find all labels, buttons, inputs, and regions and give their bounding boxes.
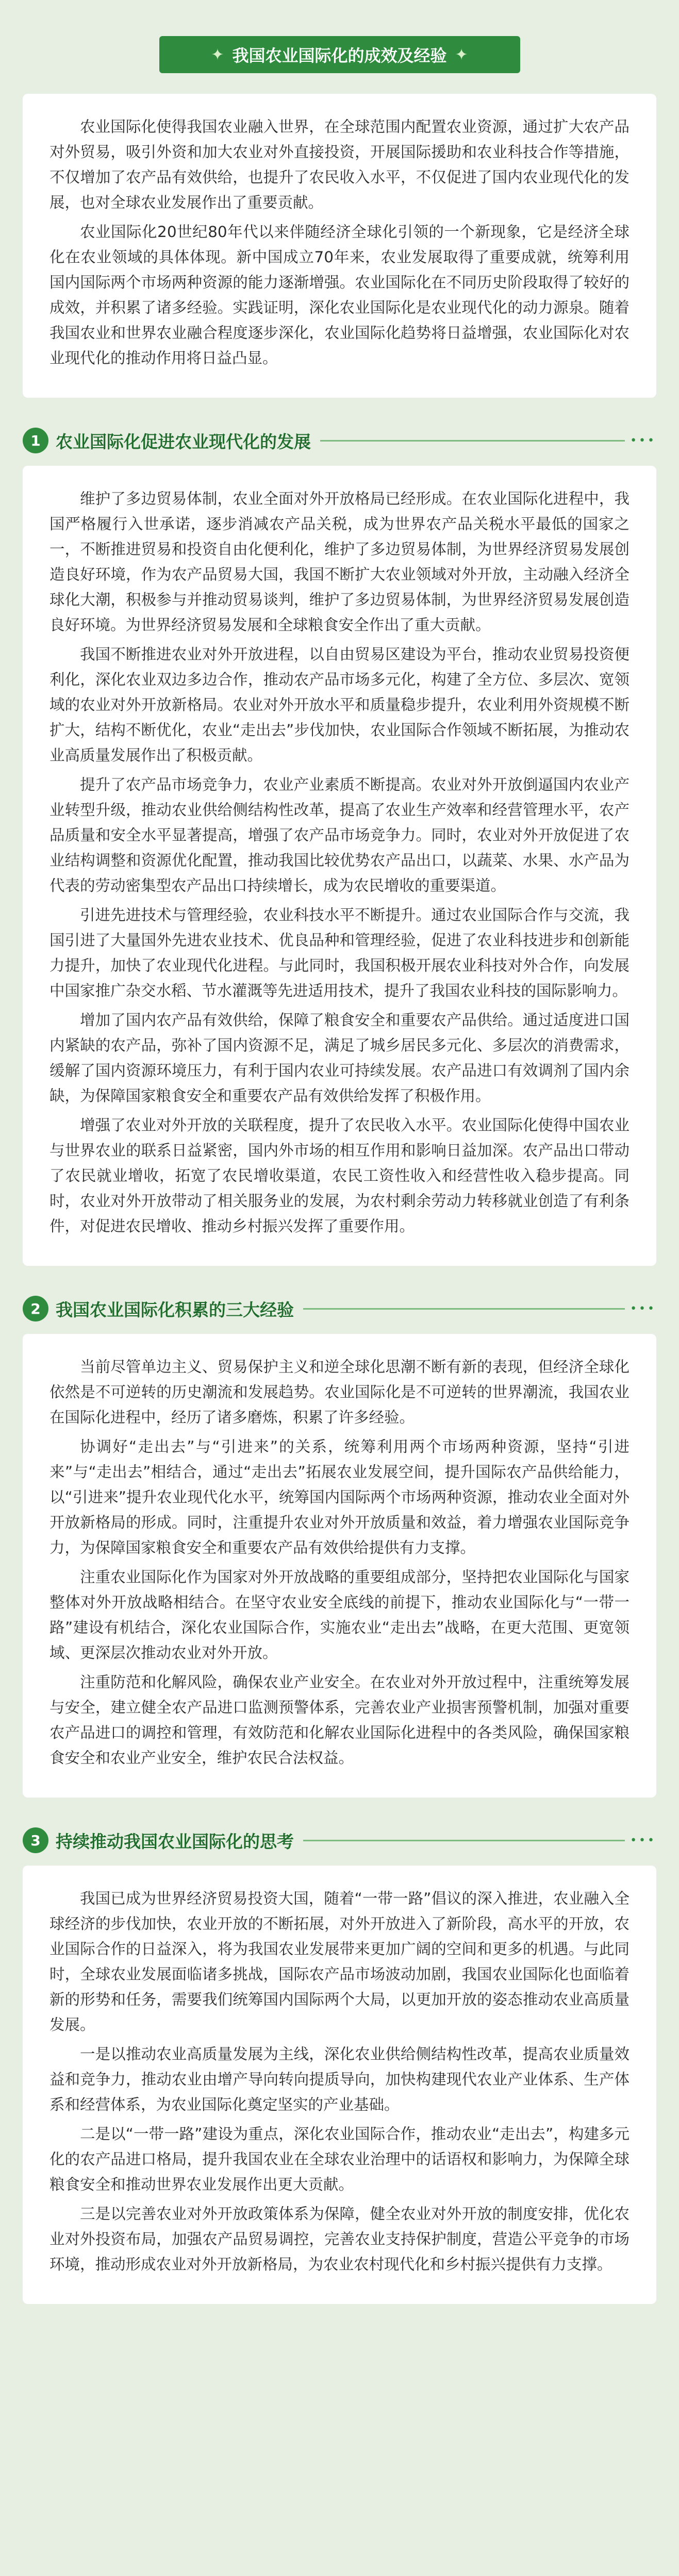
section-card-2 xyxy=(23,1334,656,1798)
section-paragraph: 增强了农业对外开放的关联程度，提升了农民收入水平。农业国际化使得中国农业与世界农业的联系日益紧密，国内外市场的相互作用和影响日益加深。农产品出口带动了农民就业增收，拓宽了农民增收渠道，农民工资性收入和经营性收入稳步提高。同时，农业对外开放带动了相关服务业的发展，为农村剩余劳动力转移就业创造了有利条件，对促进农民增收、推动乡村振兴发挥了重要作用。 xyxy=(49,1116,630,1235)
page-title: 我国农业国际化的成效及经验 xyxy=(232,46,447,65)
section-paragraph: 注重防范和化解风险，确保农业产业安全。在农业对外开放过程中，注重统筹发展与安全，建立健全农产品进口监测预警体系，完善农业产业损害预警机制，加强对重要农产品进口的调控和管理，有效防范和化解农业国际化进程中的各类风险，确保国家粮食安全和农业产业安全，维护农民合法权益。 xyxy=(49,1673,630,1767)
section-number: 1 xyxy=(23,428,48,453)
section-paragraph: 引进先进技术与管理经验，农业科技水平不断提升。通过农业国际合作与交流，我国引进了大量国外先进农业技术、优良品种和管理经验，促进了农业科技进步和创新能力提升，加快了农业现代化进程。与此同时，我国积极开展农业科技对外合作，向发展中国家推广杂交水稻、节水灌溉等先进适用技术，提升了我国农业科技的国际影响力。 xyxy=(49,906,630,999)
section-heading-3 xyxy=(23,1824,656,1856)
divider-rule xyxy=(303,1308,625,1310)
section-paragraph: 一是以推动农业高质量发展为主线，深化农业供给侧结构性改革，提高农业质量效益和竞争力，推动农业由增产导向转向提质导向，加快构建现代农业产业体系、生产体系和经营体系，为农业国际化奠定坚实的产业基础。 xyxy=(49,2045,630,2113)
section-title: 我国农业国际化积累的三大经验 xyxy=(56,1299,294,1320)
section-paragraph: 协调好“走出去”与“引进来”的关系，统筹利用两个市场两种资源，坚持“引进来”与“走出去”相结合，通过“走出去”拓展农业发展空间，提升国际农产品供给能力，以“引进来”提升农业现代化水平，统筹国内国际两个市场两种资源，推动农业全面对外开放新格局的形成。同时，注重提升农业对外开放质量和效益，着力增强农业国际竞争力，为保障国家粮食安全和重要农产品有效供给提供有力支撑。 xyxy=(49,1438,630,1556)
section-paragraph: 我国不断推进农业对外开放进程，以自由贸易区建设为平台，推动农业贸易投资便利化，深化农业双边多边合作，推动农产品市场多元化，构建了全方位、多层次、宽领域的农业对外开放新格局。农业对外开放水平和质量稳步提升，农业利用外资规模不断扩大，结构不断优化，农业“走出去”步伐加快，农业国际合作领域不断拓展，为推动农业高质量发展作出了积极贡献。 xyxy=(49,646,630,764)
section-paragraph: 三是以完善农业对外开放政策体系为保障，健全农业对外开放的制度安排，优化农业对外投资布局，加强农产品贸易调控，完善农业支持保护制度，营造公平竞争的市场环境，推动形成农业对外开放新格局，为农业农村现代化和乡村振兴提供有力支撑。 xyxy=(49,2205,630,2273)
section-number: 3 xyxy=(23,1827,48,1853)
section-paragraph: 增加了国内农产品有效供给，保障了粮食安全和重要农产品供给。通过适度进口国内紧缺的农产品，弥补了国内资源不足，满足了城乡居民多元化、多层次的消费需求，缓解了国内资源环境压力，有利于国内农业可持续发展。农产品进口有效调剂了国内余缺，为保障国家粮食安全和重要农产品有效供给发挥了积极作用。 xyxy=(49,1011,630,1105)
divider-rule xyxy=(320,440,625,442)
article-page xyxy=(0,36,679,2576)
section-title: 持续推动我国农业国际化的思考 xyxy=(56,1831,294,1852)
dots-decoration: ••• xyxy=(630,1834,656,1847)
leaf-icon: ✦ xyxy=(211,45,224,64)
section-paragraph: 注重农业国际化作为国家对外开放战略的重要组成部分，坚持把农业国际化与国家整体对外开放战略相结合。在坚守农业安全底线的前提下，推动农业国际化与“一带一路”建设有机结合，深化农业国际合作，实施农业“走出去”战略，在更大范围、更宽领域、更深层次推动农业对外开放。 xyxy=(49,1568,630,1662)
section-paragraph: 我国已成为世界经济贸易投资大国，随着“一带一路”倡议的深入推进，农业融入全球经济的步伐加快，农业开放的不断拓展，对外开放进入了新阶段，高水平的开放，农业国际合作的日益深入，将为我国农业发展带来更加广阔的空间和更多的机遇。与此同时，全球农业发展面临诸多挑战，国际农产品市场波动加剧，我国农业国际化也面临着新的形势和任务，需要我们统筹国内国际两个大局，以更加开放的姿态推动农业高质量发展。 xyxy=(49,1890,630,2033)
intro-paragraph: 农业国际化20世纪80年代以来伴随经济全球化引领的一个新现象，它是经济全球化在农业领域的具体体现。新中国成立70年来，农业发展取得了重要成就，统筹利用国内国际两个市场两种资源的能力逐渐增强。农业国际化在不同历史阶段取得了较好的成效，并积累了诸多经验。实践证明，深化农业国际化是农业现代化的动力源泉。随着我国农业和世界农业融合程度逐步深化，农业国际化趋势将日益增强，农业国际化对农业现代化的推动作用将日益凸显。 xyxy=(49,223,630,367)
section-heading-1 xyxy=(23,425,656,456)
leaf-icon: ✦ xyxy=(455,45,468,64)
section-paragraph: 当前尽管单边主义、贸易保护主义和逆全球化思潮不断有新的表现，但经济全球化依然是不可逆转的历史潮流和发展趋势。农业国际化是不可逆转的世界潮流，我国农业在国际化进程中，经历了诸多磨炼，积累了许多经验。 xyxy=(49,1358,630,1426)
dots-decoration: ••• xyxy=(630,1302,656,1315)
intro-paragraph: 农业国际化使得我国农业融入世界，在全球范围内配置农业资源，通过扩大农产品对外贸易，吸引外资和加大农业对外直接投资，开展国际援助和农业科技合作等措施，不仅增加了农产品有效供给，也提升了农民收入水平，不仅促进了国内农业现代化的发展，也对全球农业发展作出了重要贡献。 xyxy=(49,118,630,211)
intro-card xyxy=(23,94,656,398)
section-card-1 xyxy=(23,466,656,1266)
title-banner xyxy=(159,36,520,73)
dots-decoration: ••• xyxy=(630,434,656,447)
section-number: 2 xyxy=(23,1296,48,1321)
section-paragraph: 维护了多边贸易体制，农业全面对外开放格局已经形成。在农业国际化进程中，我国严格履行入世承诺，逐步消减农产品关税，成为世界农产品关税水平最低的国家之一，不断推进贸易和投资自由化便利化，维护了多边贸易体制，为世界经济贸易发展创造良好环境，作为农产品贸易大国，我国不断扩大农业领域对外开放，主动融入经济全球化大潮，积极参与并推动贸易谈判，维护了多边贸易体制，为世界经济贸易发展创造良好环境。为世界经济贸易发展和全球粮食安全作出了重大贡献。 xyxy=(49,490,630,634)
section-paragraph: 二是以“一带一路”建设为重点，深化农业国际合作，推动农业“走出去”，构建多元化的农产品进口格局，提升我国农业在全球农业治理中的话语权和影响力，为保障全球粮食安全和推动世界农业发展作出更大贡献。 xyxy=(49,2125,630,2193)
divider-rule xyxy=(303,1840,625,1841)
section-heading-2 xyxy=(23,1293,656,1325)
section-card-3 xyxy=(23,1866,656,2304)
section-paragraph: 提升了农产品市场竞争力，农业产业素质不断提高。农业对外开放倒逼国内农业产业转型升级，推动农业供给侧结构性改革，提高了农业生产效率和经营管理水平，农产品质量和安全水平显著提高，增强了农产品市场竞争力。同时，农业对外开放促进了农业结构调整和资源优化配置，推动我国比较优势农产品出口，以蔬菜、水果、水产品为代表的劳动密集型农产品出口持续增长，成为农民增收的重要渠道。 xyxy=(49,776,630,894)
section-title: 农业国际化促进农业现代化的发展 xyxy=(56,431,311,452)
